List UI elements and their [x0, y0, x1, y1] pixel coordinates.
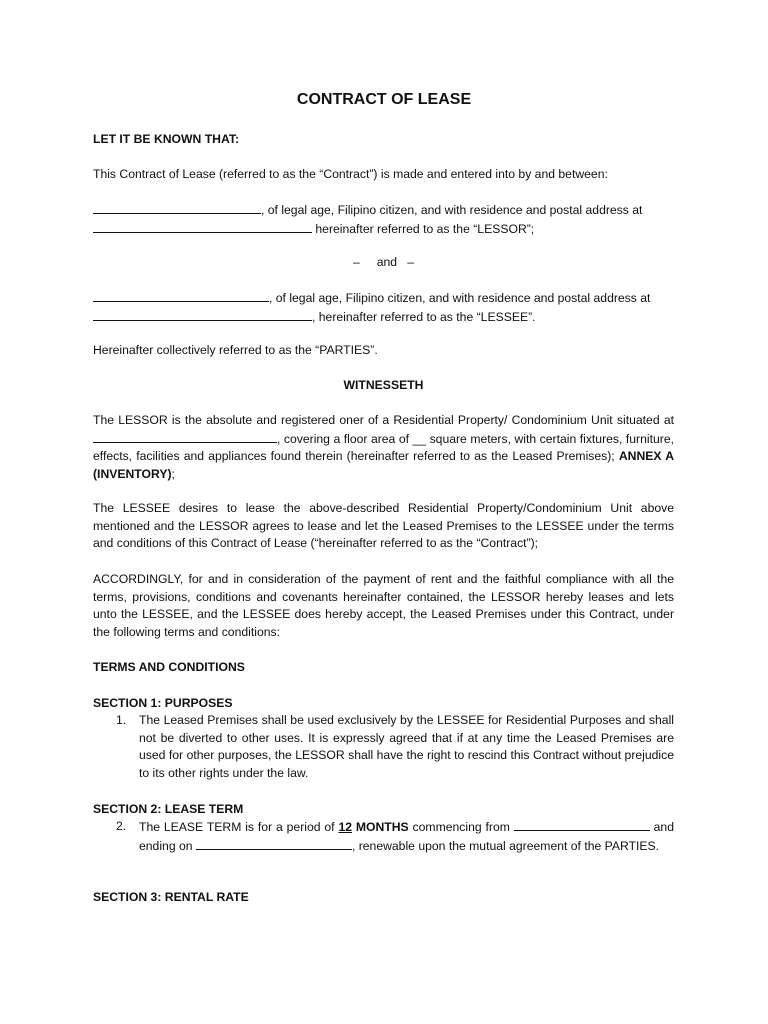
lease-months-word: MONTHS: [352, 820, 409, 834]
witnesseth-heading: WITNESSETH: [343, 378, 424, 392]
lease-term-text-d: , renewable upon the mutual agreement of the PARTIES.: [351, 838, 660, 853]
lease-term-text-a: The LEASE TERM is for a period of: [139, 820, 339, 834]
lessor-address-blank: [93, 220, 312, 233]
premises-location-blank: [93, 430, 277, 443]
premises-text-a: The LESSOR is the absolute and registered oner of a Residential Property/ Condominium Unit situated at: [93, 413, 674, 427]
lessor-name-blank: [93, 201, 261, 214]
lease-months-number: 12: [338, 820, 352, 834]
lessee-address-blank: [93, 308, 312, 321]
section2-heading: SECTION 2: LEASE TERM: [93, 802, 244, 816]
lessor-paragraph: [93, 201, 674, 238]
section3-heading: SECTION 3: RENTAL RATE: [93, 890, 249, 904]
section1-item-number: 1.: [116, 713, 127, 727]
lease-term-text-c: and ending on: [139, 820, 674, 853]
collective-line: Hereinafter collectively referred to as the “PARTIES”.: [93, 343, 378, 357]
intro-line: This Contract of Lease (referred to as the “Contract”) is made and entered into by and between:: [93, 167, 608, 181]
intro-heading: LET IT BE KNOWN THAT:: [93, 132, 240, 146]
start-date-blank: [514, 818, 650, 831]
premises-text-b: , covering a floor area of __ square meters, with certain fixtures, furniture, effects, facilities and appliances found therein (hereinafter referred to as the Leased Premises);: [93, 431, 674, 464]
section2-item-text: [139, 818, 674, 855]
section1-item-text: The Leased Premises shall be used exclusively by the LESSEE for Residential Purposes and shall not be diverted to other uses. It is expressly agreed that if at any time the Leased Premises are used for other purposes, the LESSOR shall have the right to rescind this Contract without prejudice to its other rights under the law.: [139, 713, 674, 780]
and-separator: – and –: [353, 255, 414, 269]
lessee-desire-paragraph: The LESSEE desires to lease the above-described Residential Property/Condominium Unit above mentioned and the LESSOR agrees to lease and let the Leased Premises to the LESSEE under the terms and conditions of this Contract of Lease (“hereinafter referred to as the “Contract”);: [93, 501, 674, 551]
lease-term-text-b: commencing from: [408, 820, 514, 834]
lessee-text-1: , of legal age, Filipino citizen, and with residence and postal address at: [269, 291, 651, 305]
premises-text-end: ;: [171, 466, 175, 481]
annex-reference: ANNEX A (INVENTORY): [93, 449, 674, 481]
accordingly-paragraph: ACCORDINGLY, for and in consideration of the payment of rent and the faithful compliance with all the terms, provisions, conditions and covenants hereinafter contained, the LESSOR hereby leases and lets unto the LESSEE, and the LESSEE does hereby accept, the Leased Premises under this Contract, under the following terms and conditions:: [93, 572, 674, 639]
premises-paragraph: [93, 412, 674, 483]
section1-heading: SECTION 1: PURPOSES: [93, 696, 233, 710]
lessor-text-1: , of legal age, Filipino citizen, and with residence and postal address at: [261, 203, 643, 217]
lessor-text-2: hereinafter referred to as the “LESSOR”;: [312, 221, 535, 236]
lessee-name-blank: [93, 289, 269, 302]
terms-heading: TERMS AND CONDITIONS: [93, 660, 245, 674]
section2-item-number: 2.: [116, 819, 127, 833]
lessee-text-2: , hereinafter referred to as the “LESSEE”.: [312, 309, 536, 324]
end-date-blank: [196, 837, 352, 850]
document-title: CONTRACT OF LEASE: [296, 91, 472, 108]
lessee-paragraph: [93, 289, 674, 326]
